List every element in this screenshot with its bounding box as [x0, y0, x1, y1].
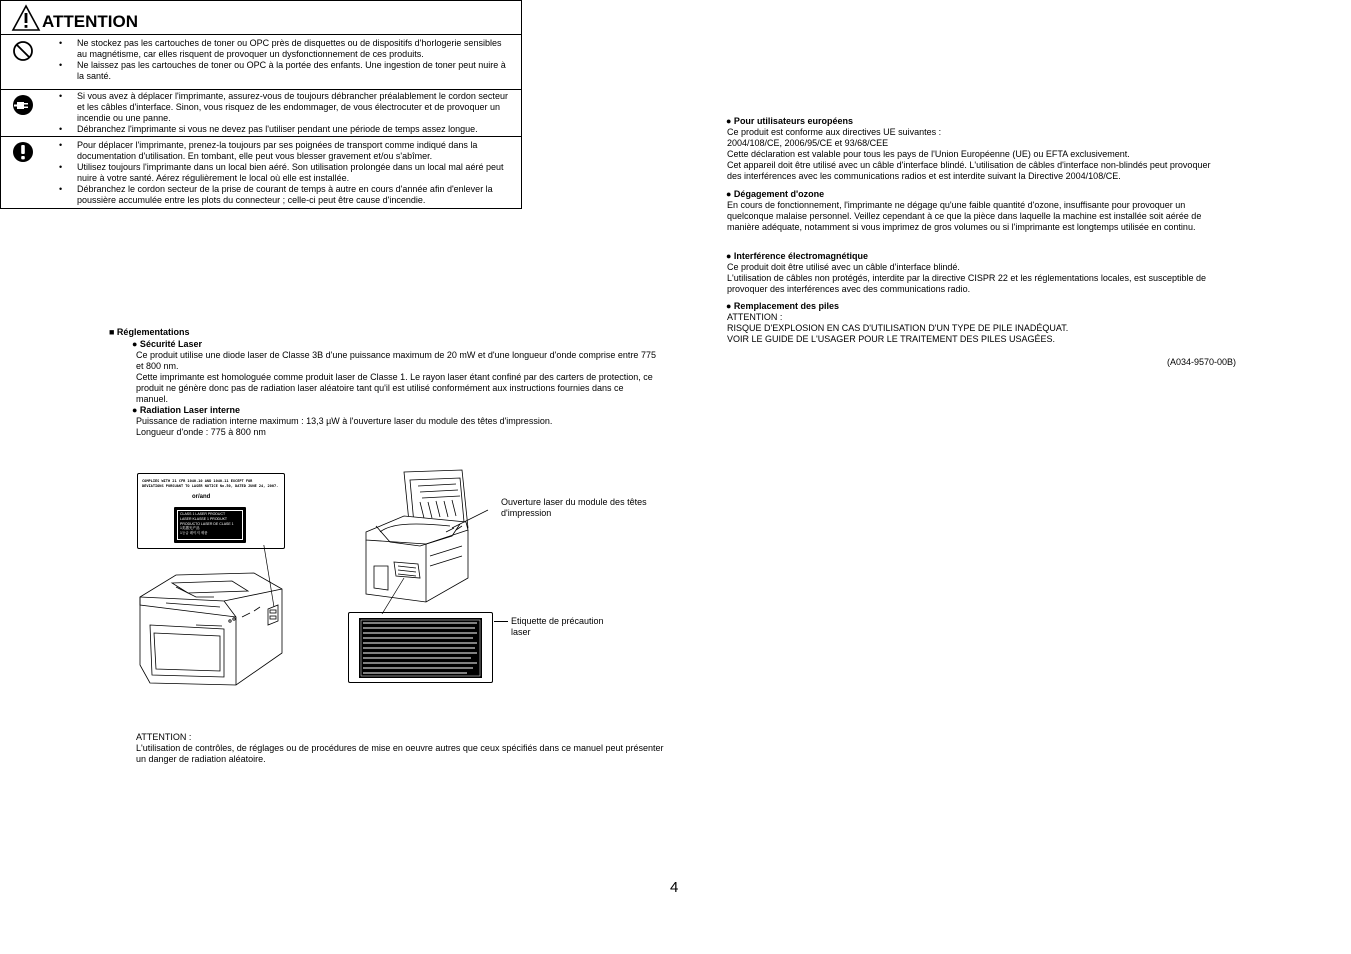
- class1-line: PRODUCTO LASER DE CLASE 1: [180, 521, 234, 526]
- emi-line-1: Ce produit doit être utilisé avec un câble d'interface blindé.: [727, 262, 960, 272]
- attention-item: • Pour déplacer l'imprimante, prenez-la toujours par ses poignées de transport comme indiqué dans la documentation d'utilisation. En tombant, elle peut vous blesser gravement et/ou s'abîmer.: [1, 140, 521, 162]
- attention-note-text: L'utilisation de contrôles, de réglages ou de procédures de mise en oeuvre autres que ceux spécifiés dans ce manuel peut présenter un danger de radiation aléatoire.: [136, 743, 664, 764]
- compliance-label-box: [137, 473, 285, 549]
- eu-line-1: Ce produit est conforme aux directives UE suivantes :: [727, 127, 942, 137]
- precaution-label-box: [348, 612, 493, 683]
- battery-line-1: ATTENTION :: [727, 312, 783, 322]
- battery-line-2: RISQUE D'EXPLOSION EN CAS D'UTILISATION D'UN TYPE DE PILE INADÉQUAT.: [727, 323, 1069, 333]
- class1-line: LASER KLASSE 1 PRODUKT: [180, 516, 228, 521]
- class1-label: [174, 507, 246, 543]
- or-and-label: or/and: [192, 494, 211, 500]
- attention-item: • Ne stockez pas les cartouches de toner ou OPC près de disquettes ou de dispositifs d'horlogerie sensibles au magnétisme, car elles risquent de provoquer un dysfonctionnement de ces produits.: [1, 38, 521, 60]
- attention-item: • Ne laissez pas les cartouches de toner ou OPC à la portée des enfants. Une ingestion de toner peut nuire à la santé.: [1, 60, 521, 82]
- attention-row-storage: [1, 35, 521, 90]
- page-number: 4: [670, 879, 679, 896]
- callout-line: [494, 621, 508, 622]
- internal-radiation-heading: ● Radiation Laser interne: [132, 405, 240, 415]
- class1-lines: [180, 512, 234, 536]
- printer-front-illustration: [136, 545, 288, 691]
- precaution-label: [349, 613, 492, 682]
- attention-row-unplug: [1, 90, 521, 137]
- attention-item: • Débranchez le cordon secteur de la prise de courant de temps à autre en cours d'année afin d'enlever la poussière accumulée entre les plots du connecteur ; celle-ci peut être cause d'incendie.: [1, 184, 521, 206]
- document-code: (A034-9570-00B): [1167, 357, 1237, 367]
- attention-header: [1, 1, 521, 35]
- laser-safety-text-2: Cette imprimante est homologuée comme produit laser de Classe 1. Le rayon laser étant confiné par des carters de protection, ce produit ne génère donc pas de radiation laser aléatoire tant qu'il est utilisé conformément aux instructions fournies dans ce manuel.: [136, 372, 653, 404]
- battery-line-3: VOIR LE GUIDE DE L'USAGER POUR LE TRAITEMENT DES PILES USAGÉES.: [727, 334, 1055, 344]
- eu-line-2: 2004/108/CE, 2006/95/CE et 93/68/CEE: [727, 138, 889, 148]
- ozone-text: En cours de fonctionnement, l'imprimante ne dégage qu'une faible quantité d'ozone, insuffisante pour provoquer un quelconque malaise personnel. Veillez cependant à ce que la pièce dans laquelle la machine est installée soit aérée de manière adéquate, notamment si vous imprimez de gros volumes ou si l'imprimante est longtemps utilisée en continu.: [727, 200, 1202, 232]
- class1-line: CLASS 1 LASER PRODUCT: [180, 512, 226, 516]
- eu-line-3: Cette déclaration est valable pour tous les pays de l'Union Européenne (UE) ou EFTA exclusivement.: [727, 149, 1130, 159]
- internal-radiation-line: Puissance de radiation interne maximum : 13,3 µW à l'ouverture laser du module des têtes d'impression.: [136, 416, 553, 426]
- laser-safety-heading: ● Sécurité Laser: [132, 339, 202, 349]
- attention-item: • Utilisez toujours l'imprimante dans un local bien aéré. Son utilisation prolongée dans un local mal aéré peut nuire à votre santé. Aérez régulièrement le local où elle est installée.: [1, 162, 521, 184]
- battery-heading: ● Remplacement des piles: [726, 301, 839, 311]
- callout-precaution-label: Etiquette de précaution laser: [511, 616, 604, 637]
- attention-item: • Si vous avez à déplacer l'imprimante, assurez-vous de toujours débrancher préalablement le cordon secteur et les câbles d'interface. Sinon, vous risquez de les endommager, de vous électrocuter et de provoquer un incendie ou une panne.: [1, 91, 521, 124]
- callout-laser-aperture: Ouverture laser du module des têtes d'impression: [501, 497, 647, 518]
- class1-line: 1등급 레이저 제품: [180, 531, 208, 536]
- emi-heading: ● Interférence électromagnétique: [726, 251, 868, 261]
- eu-heading: ● Pour utilisateurs européens: [726, 116, 853, 126]
- printer-open-illustration: [360, 466, 494, 614]
- attention-note-title: ATTENTION :: [136, 732, 192, 742]
- laser-safety-text: Ce produit utilise une diode laser de Classe 3B d'une puissance maximum de 20 mW et d'une longueur d'onde comprise entre 775 et 800 nm.: [136, 350, 656, 371]
- compliance-line-2: DEVIATIONS PURSUANT TO LASER NOTICE No.50, DATED JUNE 24, 2007.: [142, 484, 279, 488]
- attention-title: ATTENTION: [42, 12, 139, 31]
- compliance-text: [142, 479, 278, 489]
- eu-line-4: Cet appareil doit être utilisé avec un câble d'interface blindé. L'utilisation de câbles d'interface non-blindés peut provoquer des interférences avec les communications radios et est interdite suivant la Directive 2004/108/CE.: [727, 160, 1211, 181]
- emi-line-2: L'utilisation de câbles non protégés, interdite par la directive CISPR 22 et les réglementations locales, est susceptible de provoquer des interférences avec des communications radio.: [727, 273, 1206, 294]
- wavelength-line: Longueur d'onde : 775 à 800 nm: [136, 427, 266, 437]
- ozone-heading: ● Dégagement d'ozone: [726, 189, 825, 199]
- class1-line: 1类激光产品: [180, 526, 200, 531]
- attention-row-handling: [1, 137, 521, 209]
- attention-box: [0, 0, 522, 209]
- regulations-heading: ■ Réglementations: [109, 327, 190, 337]
- compliance-line-1: COMPLIES WITH 21 CFR 1040.10 AND 1040.11 EXCEPT FOR: [142, 479, 253, 483]
- attention-item: • Débranchez l'imprimante si vous ne devez pas l'utiliser pendant une période de temps assez longue.: [1, 124, 521, 135]
- warning-triangle-icon: [11, 4, 41, 32]
